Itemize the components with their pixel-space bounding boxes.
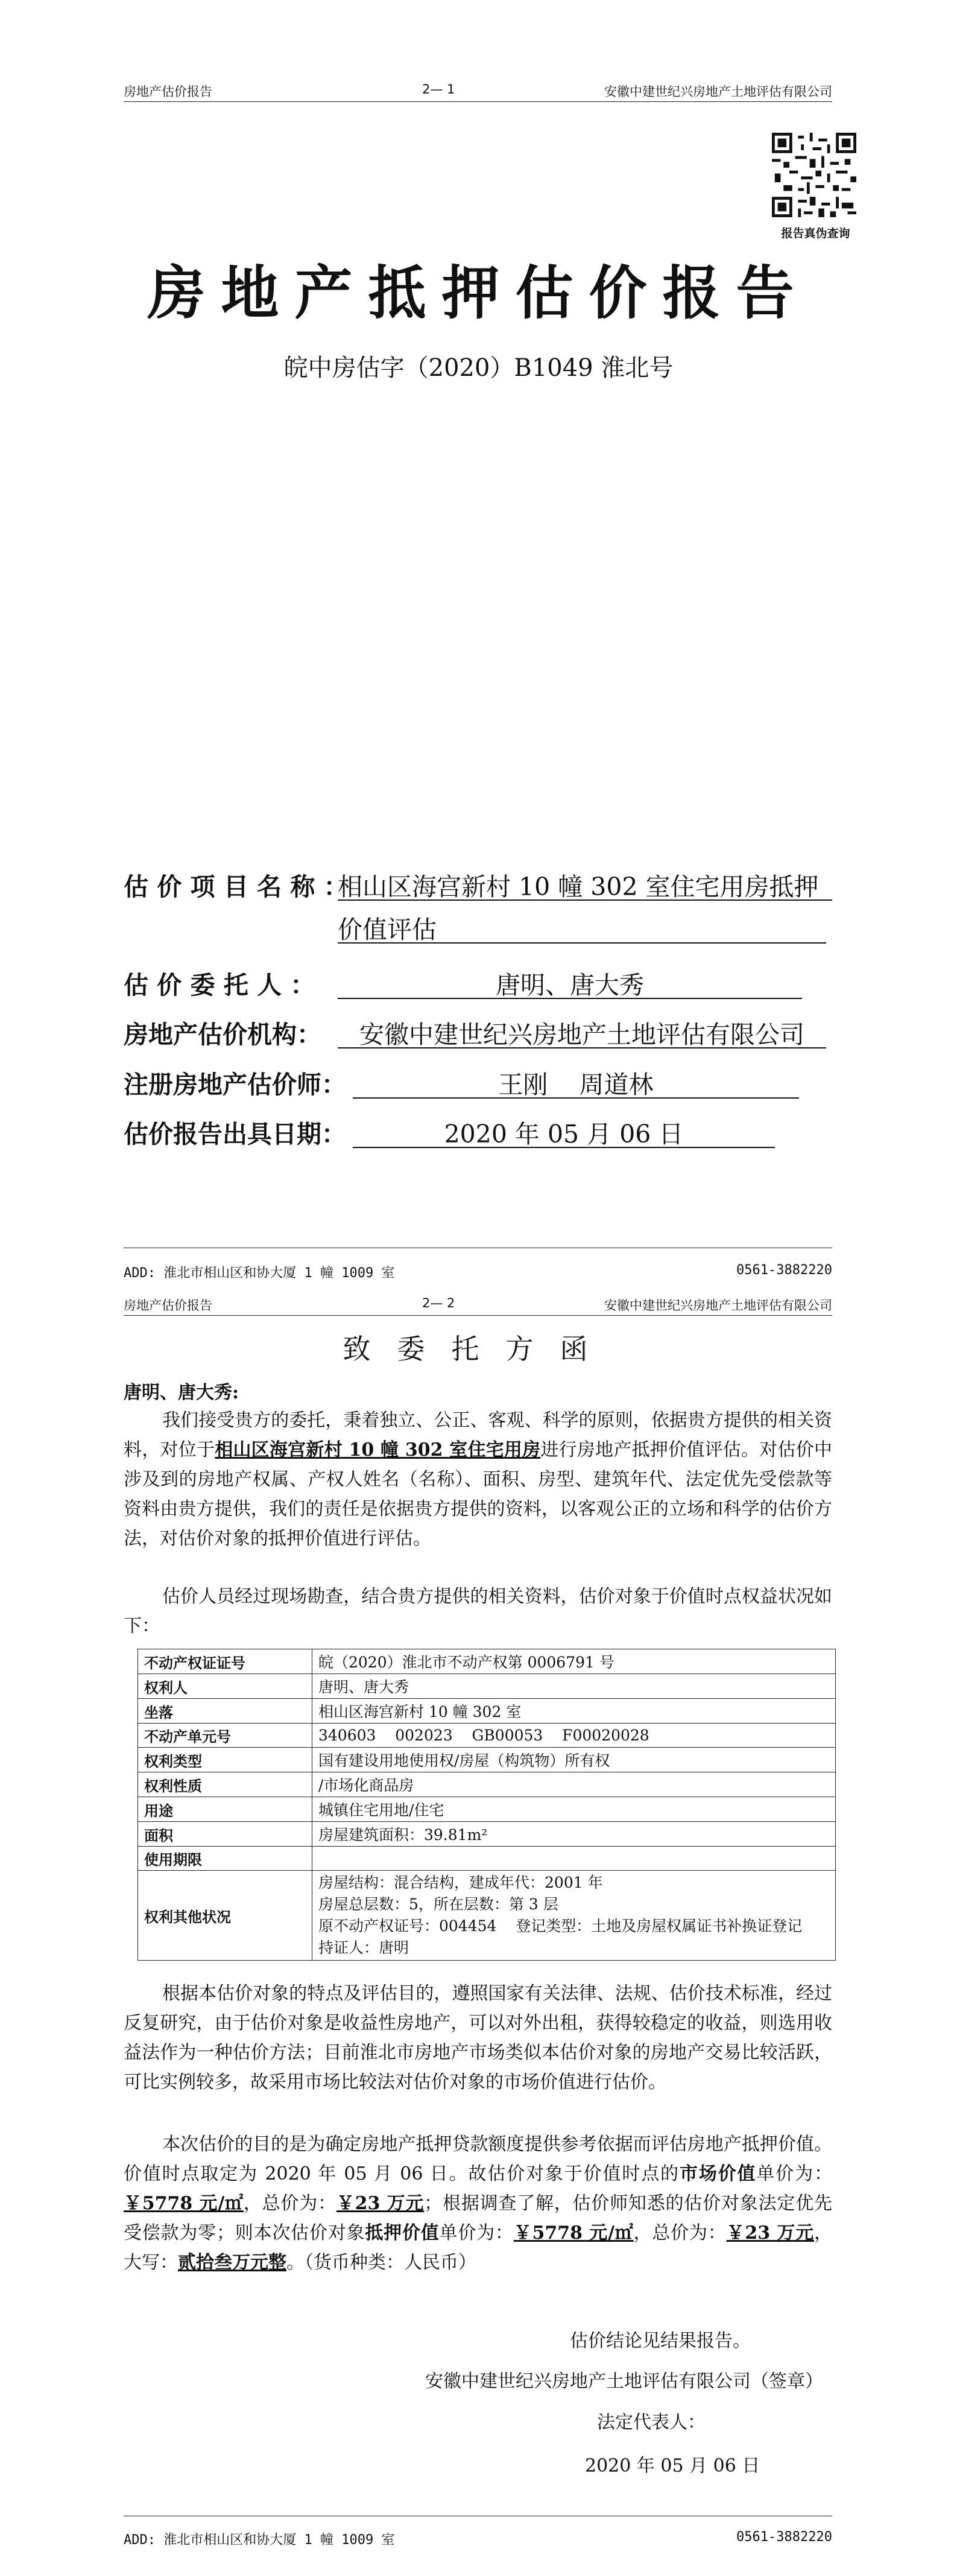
field-value: 相山区海宫新村 10 幢 302 室住宅用房抵押 [338, 867, 832, 901]
letter-paragraph-1: 我们接受贵方的委托，秉着独立、公正、客观、科学的原则，依据贵方提供的相关资料，对位于相山区海宫新村 10 幢 302 室住宅用房进行房地产抵押价值评估。对估价中涉及到的房地产权属、产权人姓名（名称）、面积、房型、建筑年代、法定优先受偿款等资料由贵方提供，我们的责任是依据贵方提供的资料，以客观公正的立场和科学的估价方法，对估价对象的抵押价值进行评估。 [124, 1410, 833, 1549]
qr-code-icon[interactable] [772, 133, 856, 217]
table-row: 使用期限 [138, 1847, 836, 1871]
header-left: 房地产估价报告 [124, 84, 212, 99]
table-row: 不动产权证证号 皖（2020）淮北市不动产权第 0006791 号 [138, 1649, 836, 1674]
field-value: 安徽中建世纪兴房地产土地评估有限公司 [338, 1015, 826, 1048]
rights-table [137, 1649, 836, 1961]
header-company: 安徽中建世纪兴房地产土地评估有限公司 [604, 1298, 832, 1313]
mortgage-total-price: ￥23 万元 [726, 2222, 814, 2244]
table-row: 面积 房屋建筑面积：39.81m² [138, 1822, 836, 1847]
field-value-cont: 价值评估 [338, 910, 826, 944]
field-value: 唐明、唐大秀 [338, 965, 802, 999]
table-row: 权利类型 国有建设用地使用权/房屋（构筑物）所有权 [138, 1748, 836, 1772]
header-left: 房地产估价报告 [124, 1298, 212, 1313]
table-row: 坐落 相山区海宫新村 10 幢 302 室 [138, 1699, 836, 1724]
field-label: 估价报告出具日期： [124, 1120, 346, 1149]
field-label: 估 价 项 目 名 称 ： [124, 872, 349, 901]
letter-date: 2020 年 05 月 06 日 [585, 2455, 760, 2476]
table-row: 不动产单元号 340603 002023 GB00053 F00020028 [138, 1724, 836, 1748]
footer-phone: 0561-3882220 [736, 1263, 832, 1278]
legal-representative: 法定代表人： [597, 2412, 706, 2433]
field-value: 王刚 周道林 [353, 1065, 799, 1099]
mortgage-unit-price: ￥5778 元/㎡ [513, 2222, 634, 2244]
header-page-number: 2— 2 [422, 1296, 455, 1310]
field-label: 估 价 委 托 人 ： [124, 971, 315, 1000]
letter-paragraph-3: 根据本估价对象的特点及评估目的，遵照国家有关法律、法规、估价技术标准，经过反复研究，由于估价对象是收益性房地产，可以对外出租，获得较稳定的收益，则选用收益法作为一种估价方法；目前淮北市房地产市场类似本估价对象的房地产交易比较活跃，可比实例较多，故采用市场比较法对估价对象的市场价值进行估价。 [124, 1983, 832, 2093]
property-address: 相山区海宫新村 10 幢 302 室住宅用房 [215, 1439, 541, 1461]
unit-price: ￥5778 元/㎡ [124, 2193, 244, 2214]
table-row: 权利其他状况 房屋结构：混合结构，建成年代：2001 年 房屋总层数：5，所在层数：第 3 层 原不动产权证号：004454 登记类型：土地及房屋权属证书补换证登记 持证人：唐明 [138, 1871, 836, 1961]
report-title: 房地产抵押估价报告 [147, 259, 810, 327]
market-value-label: 市场价值 [679, 2163, 757, 2184]
page-header [124, 1291, 832, 1316]
footer-address: ADD: 淮北市相山区和协大厦 1 幢 1009 室 [124, 2533, 395, 2548]
amount-in-words: 贰拾叁万元整 [178, 2252, 286, 2273]
field-value: 2020 年 05 月 06 日 [353, 1114, 775, 1148]
header-page-number: 2— 1 [422, 82, 455, 97]
letter-salutation: 唐明、唐大秀: [124, 1382, 239, 1403]
page-header [124, 77, 832, 102]
letter-title: 致委托方函 [343, 1333, 614, 1365]
total-price: ￥23 万元 [336, 2193, 425, 2214]
footer-address: ADD: 淮北市相山区和协大厦 1 幢 1009 室 [124, 1266, 395, 1281]
footer-phone: 0561-3882220 [736, 2530, 832, 2545]
field-label: 房地产估价机构： [124, 1020, 321, 1049]
company-signature: 安徽中建世纪兴房地产土地评估有限公司（签章） [425, 2371, 823, 2392]
table-row: 用途 城镇住宅用地/住宅 [138, 1797, 836, 1822]
report-number: 皖中房估字（2020）B1049 淮北号 [283, 354, 674, 382]
table-row: 权利性质 /市场化商品房 [138, 1772, 836, 1797]
qr-caption: 报告真伪查询 [781, 227, 850, 240]
field-label: 注册房地产估价师： [124, 1070, 346, 1099]
table-row: 权利人 唐明、唐大秀 [138, 1674, 836, 1699]
mortgage-value-label: 抵押价值 [365, 2222, 440, 2244]
letter-paragraph-2: 估价人员经过现场勘查，结合贵方提供的相关资料，估价对象于价值时点权益状况如下： [124, 1586, 832, 1637]
closing-note: 估价结论见结果报告。 [570, 2330, 751, 2352]
letter-paragraph-4: 本次估价的目的是为确定房地产抵押贷款额度提供参考依据而评估房地产抵押价值。价值时点取定为 2020 年 05 月 06 日。故估价对象于价值时点的市场价值单价为：￥5778 元/㎡，总价为：￥23 万元；根据调查了解，估价师知悉的估价对象法定优先受偿款为零；则本次估价对象抵押价值单价为：￥5778 元/㎡，总价为：￥23 万元，大写：贰拾叁万元整。（货币种类：人民币） [124, 2134, 832, 2273]
header-company: 安徽中建世纪兴房地产土地评估有限公司 [604, 84, 832, 99]
